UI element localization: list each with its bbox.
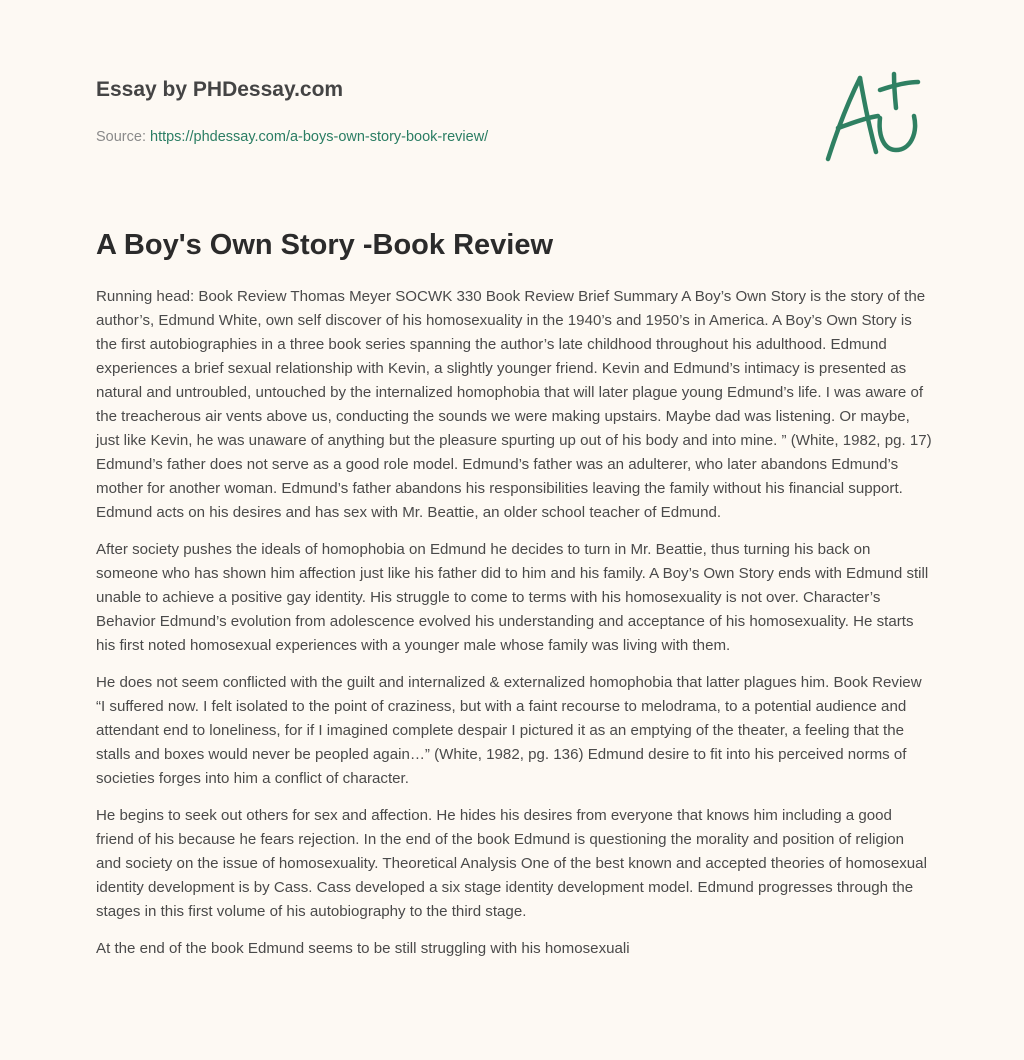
a-plus-logo-icon <box>818 66 930 166</box>
paragraph: He does not seem conflicted with the guilt and internalized & externalized homophobia that latter plagues him. Book Review “I suffered now. I felt isolated to the point of craziness, but with a faint recourse to melodrama, to a potential audience and attendant end to loneliness, for if I imagined complete despair I pictured it as an emptying of the theater, a feeling that the stalls and boxes would never be peopled again…” (White, 1982, pg. 136) Edmund desire to fit into his perceived norms of societies forges into him a conflict of character. <box>96 674 922 787</box>
source-label: Source: <box>96 129 150 145</box>
source-line <box>96 127 796 147</box>
page-header <box>96 76 796 147</box>
essay-body <box>96 285 932 974</box>
paragraph: He begins to seek out others for sex and affection. He hides his desires from everyone that knows him including a good friend of his because he fears rejection. In the end of the book Edmund is questioning the morality and position of religion and society on the issue of homosexuality. Theoretical Analysis One of the best known and accepted theories of homosexual identity development is by Cass. Cass developed a six stage identity development model. Edmund progresses through the stages in this first volume of his autobiography to the third stage. <box>96 807 927 920</box>
paragraph: At the end of the book Edmund seems to be still struggling with his homosexuali <box>96 940 630 957</box>
site-brand: Essay by PHDessay.com <box>96 78 344 101</box>
source-link[interactable]: https://phdessay.com/a-boys-own-story-book-review/ <box>150 129 489 145</box>
paragraph: Running head: Book Review Thomas Meyer SOCWK 330 Book Review Brief Summary A Boy’s Own Story is the story of the author’s, Edmund White, own self discover of his homosexuality in the 1940’s and 1950’s in America. A Boy’s Own Story is the first autobiographies in a three book series spanning the author’s late childhood throughout his adulthood. Edmund experiences a brief sexual relationship with Kevin, a slightly younger friend. Kevin and Edmund’s intimacy is presented as natural and untroubled, untouched by the internalized homophobia that will later plague young Edmund’s life. I was aware of the treacherous air vents above us, conducting the sounds we were making upstairs. Maybe dad was listening. Or maybe, just like Kevin, he was unaware of anything but the pleasure spurting up out of his body and into mine. ” (White, 1982, pg. 17) Edmund’s father does not serve as a good role model. Edmund’s father was an adulterer, who later abandons Edmund’s mother for another woman. Edmund’s father abandons his responsibilities leaving the family without his financial support. Edmund acts on his desires and has sex with Mr. Beattie, an older school teacher of Edmund. <box>96 288 932 521</box>
essay-title: A Boy's Own Story -Book Review <box>96 229 554 261</box>
paragraph: After society pushes the ideals of homophobia on Edmund he decides to turn in Mr. Beattie, thus turning his back on someone who has shown him affection just like his father did to him and his family. A Boy’s Own Story ends with Edmund still unable to achieve a positive gay identity. His struggle to come to terms with his homosexuality is not over. Character’s Behavior Edmund’s evolution from adolescence evolved his understanding and acceptance of his homosexuality. He starts his first noted homosexual experiences with a younger male whose family was living with them. <box>96 541 929 654</box>
